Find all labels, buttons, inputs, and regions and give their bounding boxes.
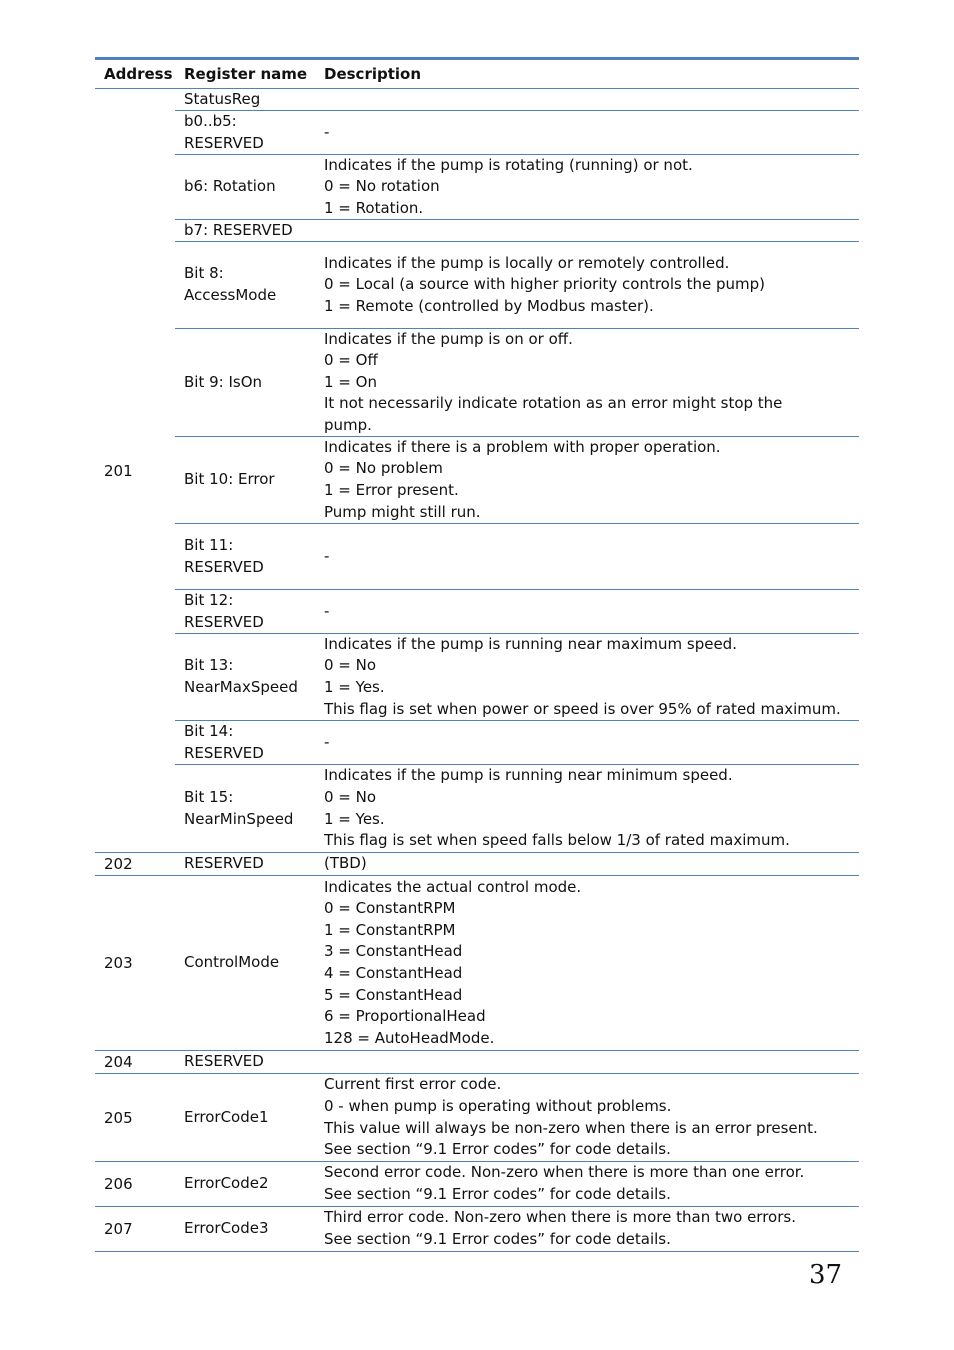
header-register-name: Register name — [184, 65, 308, 83]
register-name-cell — [175, 524, 315, 589]
register-table — [95, 57, 859, 1252]
description-line: 0 = No problem — [324, 459, 443, 478]
address-cell: 201 — [104, 461, 133, 480]
description-cell — [315, 329, 859, 436]
description-line: This value will always be non-zero when there is an error present. — [324, 1118, 818, 1137]
description-line: - — [324, 732, 330, 751]
register-name-line: RESERVED — [184, 557, 264, 576]
register-name-line: Bit 14: — [184, 721, 234, 740]
description-line: 1 = On — [324, 372, 377, 391]
description-cell — [315, 220, 859, 241]
register-name-cell — [175, 89, 315, 110]
description-line: See section “9.1 Error codes” for code details. — [324, 1140, 671, 1159]
table-row — [95, 1074, 859, 1162]
description-cell — [315, 853, 859, 875]
description-line: Current first error code. — [324, 1075, 502, 1094]
register-sub-row — [175, 853, 859, 875]
register-name-line: b0..b5: — [184, 111, 237, 130]
register-name-cell — [175, 1051, 315, 1073]
table-row — [95, 853, 859, 876]
register-name-cell — [175, 1074, 315, 1161]
description-line: - — [324, 601, 330, 620]
register-name-cell — [175, 765, 315, 852]
register-name-line: b6: Rotation — [184, 177, 276, 196]
description-line: 0 - when pump is operating without problems. — [324, 1096, 672, 1115]
description-cell — [315, 1051, 859, 1073]
description-line: Indicates if there is a problem with proper operation. — [324, 437, 721, 456]
register-name-cell — [175, 437, 315, 523]
register-name-line: Bit 9: IsOn — [184, 372, 263, 391]
register-sub-row — [175, 765, 859, 852]
address-cell: 205 — [104, 1108, 133, 1127]
description-cell — [315, 1074, 859, 1161]
description-line: Indicates if the pump is on or off. — [324, 329, 573, 348]
register-sub-row — [175, 437, 859, 524]
description-line: Second error code. Non-zero when there is more than one error. — [324, 1163, 805, 1182]
description-line: This flag is set when power or speed is over 95% of rated maximum. — [324, 699, 841, 718]
address-cell: 203 — [104, 954, 133, 972]
register-name-line: Bit 15: — [184, 787, 234, 806]
description-line: Indicates if the pump is running near minimum speed. — [324, 766, 733, 785]
description-line: This flag is set when speed falls below 1/3 of rated maximum. — [324, 831, 790, 850]
register-sub-row — [175, 1074, 859, 1161]
description-line: 0 = No — [324, 787, 377, 806]
register-name-line: AccessMode — [184, 286, 277, 304]
register-sub-row — [175, 111, 859, 155]
register-sub-row — [175, 1207, 859, 1251]
description-line: 1 = Rotation. — [324, 198, 424, 217]
register-name-line: ErrorCode1 — [184, 1107, 269, 1126]
description-line: 128 = AutoHeadMode. — [324, 1028, 495, 1047]
register-name-line: Bit 12: — [184, 590, 234, 609]
description-line: - — [324, 546, 330, 565]
register-sub-row — [175, 1162, 859, 1206]
register-name-line: Bit 13: — [184, 656, 234, 675]
sub-rows — [175, 853, 859, 875]
description-line: It not necessarily indicate rotation as an error might stop the — [324, 394, 783, 413]
header-description: Description — [324, 65, 422, 83]
description-line: Indicates the actual control mode. — [324, 877, 582, 896]
table-row — [95, 876, 859, 1051]
description-cell — [315, 765, 859, 852]
table-body — [95, 89, 859, 1252]
register-sub-row — [175, 721, 859, 765]
description-line: Third error code. Non-zero when there is more than two errors. — [324, 1208, 796, 1227]
register-sub-row — [175, 634, 859, 721]
register-sub-row — [175, 590, 859, 634]
register-name-line: Bit 10: Error — [184, 470, 275, 489]
description-line: (TBD) — [324, 854, 367, 873]
table-row — [95, 1207, 859, 1252]
register-sub-row — [175, 242, 859, 329]
register-name-cell — [175, 155, 315, 219]
address-cell: 207 — [104, 1220, 133, 1238]
description-line: 3 = ConstantHead — [324, 942, 463, 961]
register-name-line: ErrorCode2 — [184, 1174, 269, 1193]
register-name-cell — [175, 329, 315, 436]
description-line: Indicates if the pump is running near maximum speed. — [324, 634, 737, 653]
register-name-line: Bit 8: — [184, 264, 224, 283]
description-cell — [315, 721, 859, 764]
register-name-cell — [175, 876, 315, 1050]
description-line: See section “9.1 Error codes” for code details. — [324, 1185, 671, 1203]
page-number: 37 — [809, 1260, 843, 1290]
register-name-line: ControlMode — [184, 953, 280, 972]
register-sub-row — [175, 220, 859, 242]
description-cell — [315, 876, 859, 1050]
table-header — [95, 60, 859, 89]
description-line: 0 = Local (a source with higher priority controls the pump) — [324, 275, 766, 294]
register-name-cell — [175, 111, 315, 154]
register-name-line: ErrorCode3 — [184, 1219, 269, 1238]
description-line: Indicates if the pump is locally or remotely controlled. — [324, 253, 730, 272]
register-name-line: RESERVED — [184, 133, 264, 152]
register-name-line: StatusReg — [184, 89, 261, 108]
register-name-cell — [175, 721, 315, 764]
register-name-cell — [175, 1162, 315, 1206]
register-sub-row — [175, 1051, 859, 1073]
register-name-cell — [175, 634, 315, 720]
description-cell — [315, 155, 859, 219]
register-name-line: RESERVED — [184, 612, 264, 631]
register-name-line: b7: RESERVED — [184, 220, 293, 239]
description-line: 1 = Remote (controlled by Modbus master). — [324, 296, 654, 315]
address-cell: 204 — [104, 1053, 133, 1071]
register-sub-row — [175, 329, 859, 437]
description-line: 1 = Error present. — [324, 481, 459, 499]
description-cell — [315, 242, 859, 328]
register-name-cell — [175, 1207, 315, 1251]
description-line: 0 = Off — [324, 351, 378, 370]
register-name-cell — [175, 590, 315, 633]
description-line: Indicates if the pump is rotating (running) or not. — [324, 155, 693, 174]
register-name-line: RESERVED — [184, 743, 264, 762]
description-line: Pump might still run. — [324, 502, 481, 521]
description-line: 5 = ConstantHead — [324, 985, 463, 1004]
description-line: 0 = No rotation — [324, 177, 440, 196]
description-line: 0 = No — [324, 656, 377, 675]
description-line: 0 = ConstantRPM — [324, 899, 456, 918]
description-line: 6 = ProportionalHead — [324, 1007, 486, 1026]
description-cell — [315, 590, 859, 633]
description-cell — [315, 111, 859, 154]
register-name-cell — [175, 242, 315, 328]
table-row — [95, 1051, 859, 1074]
register-name-line: RESERVED — [184, 854, 264, 873]
description-line: pump. — [324, 415, 372, 434]
sub-rows — [175, 1207, 859, 1251]
address-cell: 206 — [104, 1175, 133, 1193]
description-line: 1 = Yes. — [324, 809, 385, 828]
description-cell — [315, 1162, 859, 1206]
sub-rows — [175, 1162, 859, 1206]
sub-rows — [175, 89, 859, 852]
description-cell — [315, 1207, 859, 1251]
description-line: 1 = ConstantRPM — [324, 920, 456, 939]
sub-rows — [175, 1051, 859, 1073]
register-sub-row — [175, 876, 859, 1050]
description-line: 4 = ConstantHead — [324, 964, 463, 982]
sub-rows — [175, 876, 859, 1050]
register-sub-row — [175, 155, 859, 220]
sub-rows — [175, 1074, 859, 1161]
register-sub-row — [175, 89, 859, 111]
description-cell — [315, 89, 859, 110]
table-row — [95, 1162, 859, 1207]
register-name-line: NearMinSpeed — [184, 809, 294, 828]
register-name-line: RESERVED — [184, 1052, 264, 1071]
description-line: See section “9.1 Error codes” for code details. — [324, 1230, 671, 1248]
description-cell — [315, 524, 859, 589]
register-name-cell — [175, 853, 315, 875]
address-cell: 202 — [104, 855, 133, 873]
description-line: 1 = Yes. — [324, 678, 385, 696]
description-cell — [315, 437, 859, 523]
register-name-line: NearMaxSpeed — [184, 678, 298, 696]
description-line: - — [324, 122, 330, 141]
header-address: Address — [104, 65, 173, 83]
description-cell — [315, 634, 859, 720]
register-name-cell — [175, 220, 315, 241]
register-name-line: Bit 11: — [184, 535, 234, 554]
table-row — [95, 89, 859, 853]
register-sub-row — [175, 524, 859, 590]
